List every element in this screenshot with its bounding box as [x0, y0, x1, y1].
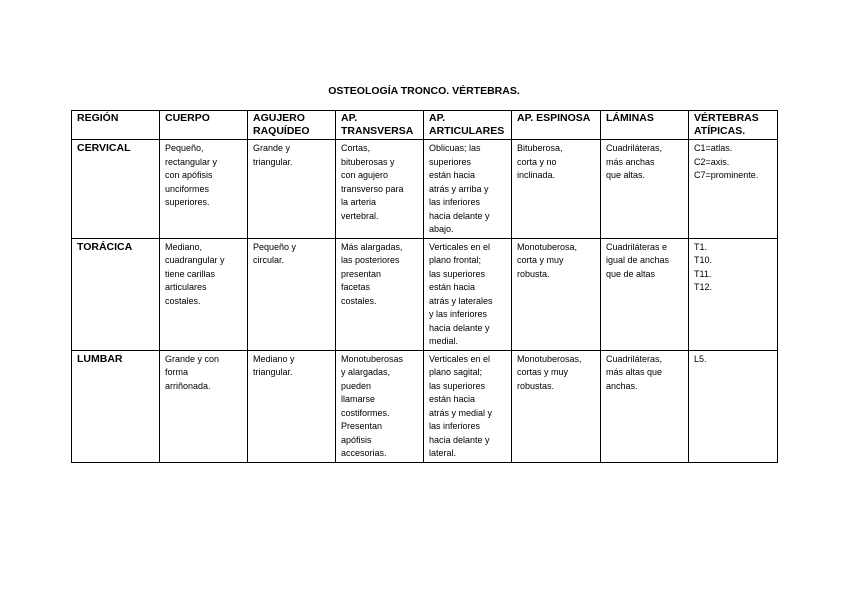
header-ap-espinosa: AP. ESPINOSA — [512, 111, 601, 140]
table-cell: Bituberosa, corta y no inclinada. — [512, 140, 601, 239]
table-cell: Más alargadas, las posteriores presentan facetas costales. — [336, 238, 424, 350]
table-cell: Cuadriláteras, más altas que anchas. — [601, 350, 689, 462]
table-row-toracica — [72, 238, 778, 350]
table-cell: Pequeño, rectangular y con apófisis unciformes superiores. — [160, 140, 248, 239]
table-cell: Verticales en el plano frontal; las superiores están hacia atrás y laterales y las inferiores hacia delante y medial. — [424, 238, 512, 350]
header-ap-articulares: AP. ARTICULARES — [424, 111, 512, 140]
header-laminas: LÁMINAS — [601, 111, 689, 140]
table-cell: Oblicuas; las superiores están hacia atrás y arriba y las inferiores hacia delante y abajo. — [424, 140, 512, 239]
vertebrae-table — [71, 110, 778, 463]
table-cell: Cuadriláteras, más anchas que altas. — [601, 140, 689, 239]
table-row-cervical — [72, 140, 778, 239]
table-cell: T1. T10. T11. T12. — [689, 238, 778, 350]
region-cell: LUMBAR — [72, 350, 160, 462]
header-ap-transversa: AP. TRANSVERSA — [336, 111, 424, 140]
table-cell: Pequeño y circular. — [248, 238, 336, 350]
header-agujero-raquideo: AGUJERO RAQUÍDEO — [248, 111, 336, 140]
table-cell: Cuadriláteras e igual de anchas que de altas — [601, 238, 689, 350]
table-row-lumbar — [72, 350, 778, 462]
table-cell: Cortas, bituberosas y con agujero transverso para la arteria vertebral. — [336, 140, 424, 239]
table-cell: Mediano, cuadrangular y tiene carillas articulares costales. — [160, 238, 248, 350]
header-row — [72, 111, 778, 140]
region-cell: TORÁCICA — [72, 238, 160, 350]
page-title: OSTEOLOGÍA TRONCO. VÉRTEBRAS. — [328, 85, 520, 97]
header-vertebras-atipicas: VÉRTEBRAS ATÍPICAS. — [689, 111, 778, 140]
table-cell: Monotuberosas y alargadas, pueden llamarse costiformes. Presentan apófisis accesorias. — [336, 350, 424, 462]
table-cell: Mediano y triangular. — [248, 350, 336, 462]
table-cell: Monotuberosa, corta y muy robusta. — [512, 238, 601, 350]
region-cell: CERVICAL — [72, 140, 160, 239]
table-cell: Monotuberosas, cortas y muy robustas. — [512, 350, 601, 462]
table-cell: L5. — [689, 350, 778, 462]
header-region: REGIÓN — [72, 111, 160, 140]
header-cuerpo: CUERPO — [160, 111, 248, 140]
table-cell: Grande y con forma arriñonada. — [160, 350, 248, 462]
table-cell: C1=atlas. C2=axis. C7=prominente. — [689, 140, 778, 239]
table-cell: Grande y triangular. — [248, 140, 336, 239]
table-cell: Verticales en el plano sagital; las superiores están hacia atrás y medial y las inferiores hacia delante y lateral. — [424, 350, 512, 462]
